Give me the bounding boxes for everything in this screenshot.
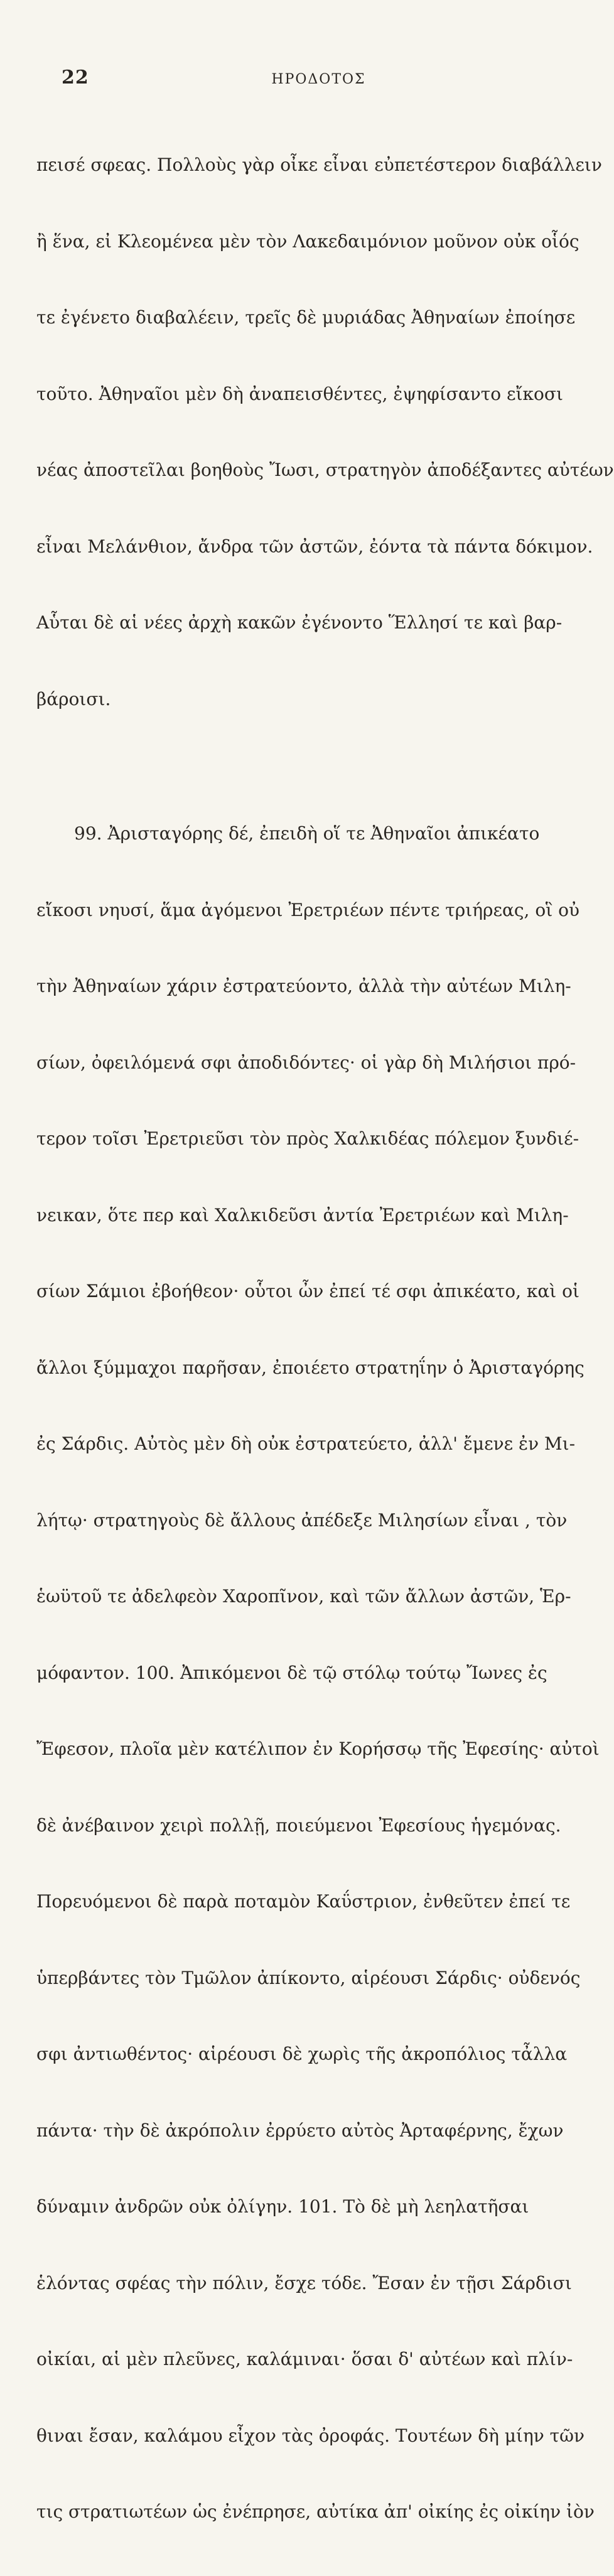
- text-line: νέας ἀποστεῖλαι βοηθοὺς Ἴωσι, στρατηγὸν ἀποδέξαντες αὐτέων: [36, 460, 614, 480]
- text-line: πάντα· τὴν δὲ ἀκρόπολιν ἐρρύετο αὐτὸς Ἀρταφέρνης, ἔχων: [36, 2120, 564, 2141]
- text-line: δὲ ἀνέβαινον χειρὶ πολλῇ, ποιεύμενοι Ἐφεσίους ἡγεμόνας.: [36, 1814, 561, 1836]
- text-line: τερον τοῖσι Ἐρετριεῦσι τὸν πρὸς Χαλκιδέας πόλεμον ξυνδιέ-: [36, 1128, 579, 1149]
- text-line: ὑπερβάντες τὸν Τμῶλον ἀπίκοντο, αἱρέουσι Σάρδις· οὐδενός: [36, 1967, 581, 1988]
- text-line: Ἔφεσον, πλοῖα μὲν κατέλιπον ἐν Κορήσσῳ τῆς Ἐφεσίης· αὐτοὶ: [36, 1738, 600, 1759]
- text-line: ἑωϋτοῦ τε ἀδελφεὸν Χαροπῖνον, καὶ τῶν ἄλλων ἀστῶν, Ἑρ-: [36, 1586, 571, 1607]
- text-line: 99. Ἀρισταγόρης δέ, ἐπειδὴ οἵ τε Ἀθηναῖοι ἀπικέατο: [74, 823, 540, 844]
- paragraph-gap: [36, 763, 513, 770]
- running-title: ΗΡΟΔΟΤΟΣ: [271, 72, 366, 87]
- text-line: τε ἐγένετο διαβαλέειν, τρεῖς δὲ μυριάδας Ἀθηναίων ἐποίησε: [36, 307, 576, 328]
- page-number: 22: [62, 67, 89, 89]
- text-line: εἴκοσι νηυσί, ἅμα ἀγόμενοι Ἐρετριέων πέντε τριήρεας, οἳ οὐ: [36, 899, 579, 920]
- text-line: σίων Σάμιοι ἐβοήθεον· οὗτοι ὦν ἐπεί τέ σφι ἀπικέατο, καὶ οἱ: [36, 1281, 579, 1301]
- page-header: [36, 63, 513, 94]
- text-line: Πορευόμενοι δὲ παρὰ ποταμὸν Καΰστριον, ἐνθεῦτεν ἐπεί τε: [36, 1891, 571, 1912]
- text-line: ἑλόντας σφέας τὴν πόλιν, ἔσχε τόδε. Ἔσαν ἐν τῇσι Σάρδισι: [36, 2272, 572, 2293]
- text-line: Αὗται δὲ αἱ νέες ἀρχὴ κακῶν ἐγένοντο Ἕλλησί τε καὶ βαρ-: [36, 612, 563, 633]
- text-line: θιναι ἔσαν, καλάμου εἶχον τὰς ὀροφάς. Τουτέων δὴ μίην τῶν: [36, 2425, 584, 2446]
- text-line: ἢ ἕνα, εἰ Κλεομένεα μὲν τὸν Λακεδαιμόνιον μοῦνον οὐκ οἷός: [36, 230, 579, 252]
- text-line: βάροισι.: [36, 688, 111, 709]
- text-line: σίων, ὀφειλόμενά σφι ἀποδιδόντες· οἱ γὰρ δὴ Μιλήσιοι πρό-: [36, 1052, 576, 1073]
- text-line: δύναμιν ἀνδρῶν οὐκ ὀλίγην. 101. Τὸ δὲ μὴ λεηλατῆσαι: [36, 2196, 529, 2217]
- text-line: οἰκίαι, αἱ μὲν πλεῦνες, καλάμιναι· ὅσαι δ' αὐτέων καὶ πλίν-: [36, 2349, 573, 2369]
- text-line: λήτῳ· στρατηγοὺς δὲ ἄλλους ἀπέδεξε Μιλησίων εἶναι , τὸν: [36, 1509, 568, 1531]
- text-line: ἄλλοι ξύμμαχοι παρῆσαν, ἐποιέετο στρατηΐην ὁ Ἀρισταγόρης: [36, 1357, 584, 1378]
- text-line: εἶναι Μελάνθιον, ἄνδρα τῶν ἀστῶν, ἐόντα τὰ πάντα δόκιμον.: [36, 536, 593, 557]
- text-line: τις στρατιωτέων ὡς ἐνέπρησε, αὐτίκα ἀπ' οἰκίης ἐς οἰκίην ἰὸν: [36, 2501, 595, 2522]
- text-line: σφι ἀντιωθέντος· αἱρέουσι δὲ χωρὶς τῆς ἀκροπόλιος τἆλλα: [36, 2044, 568, 2064]
- text-line: τὴν Ἀθηναίων χάριν ἐστρατεύοντο, ἀλλὰ τὴν αὐτέων Μιλη-: [36, 976, 571, 996]
- text-line: ἐς Σάρδις. Αὐτὸς μὲν δὴ οὐκ ἐστρατεύετο, ἀλλ' ἔμενε ἐν Μι-: [36, 1433, 576, 1454]
- body-text: [36, 102, 614, 2576]
- text-line: τοῦτο. Ἀθηναῖοι μὲν δὴ ἀναπεισθέντες, ἐψηφίσαντο εἴκοσι: [36, 383, 563, 404]
- text-line: νεικαν, ὅτε περ καὶ Χαλκιδεῦσι ἀντία Ἐρετριέων καὶ Μιλη-: [36, 1204, 569, 1226]
- text-line: πεισέ σφεας. Πολλοὺς γὰρ οἶκε εἶναι εὐπετέστερον διαβάλλειν: [36, 154, 602, 175]
- text-line: μόφαντον. 100. Ἀπικόμενοι δὲ τῷ στόλῳ τούτῳ Ἴωνες ἐς: [36, 1662, 547, 1683]
